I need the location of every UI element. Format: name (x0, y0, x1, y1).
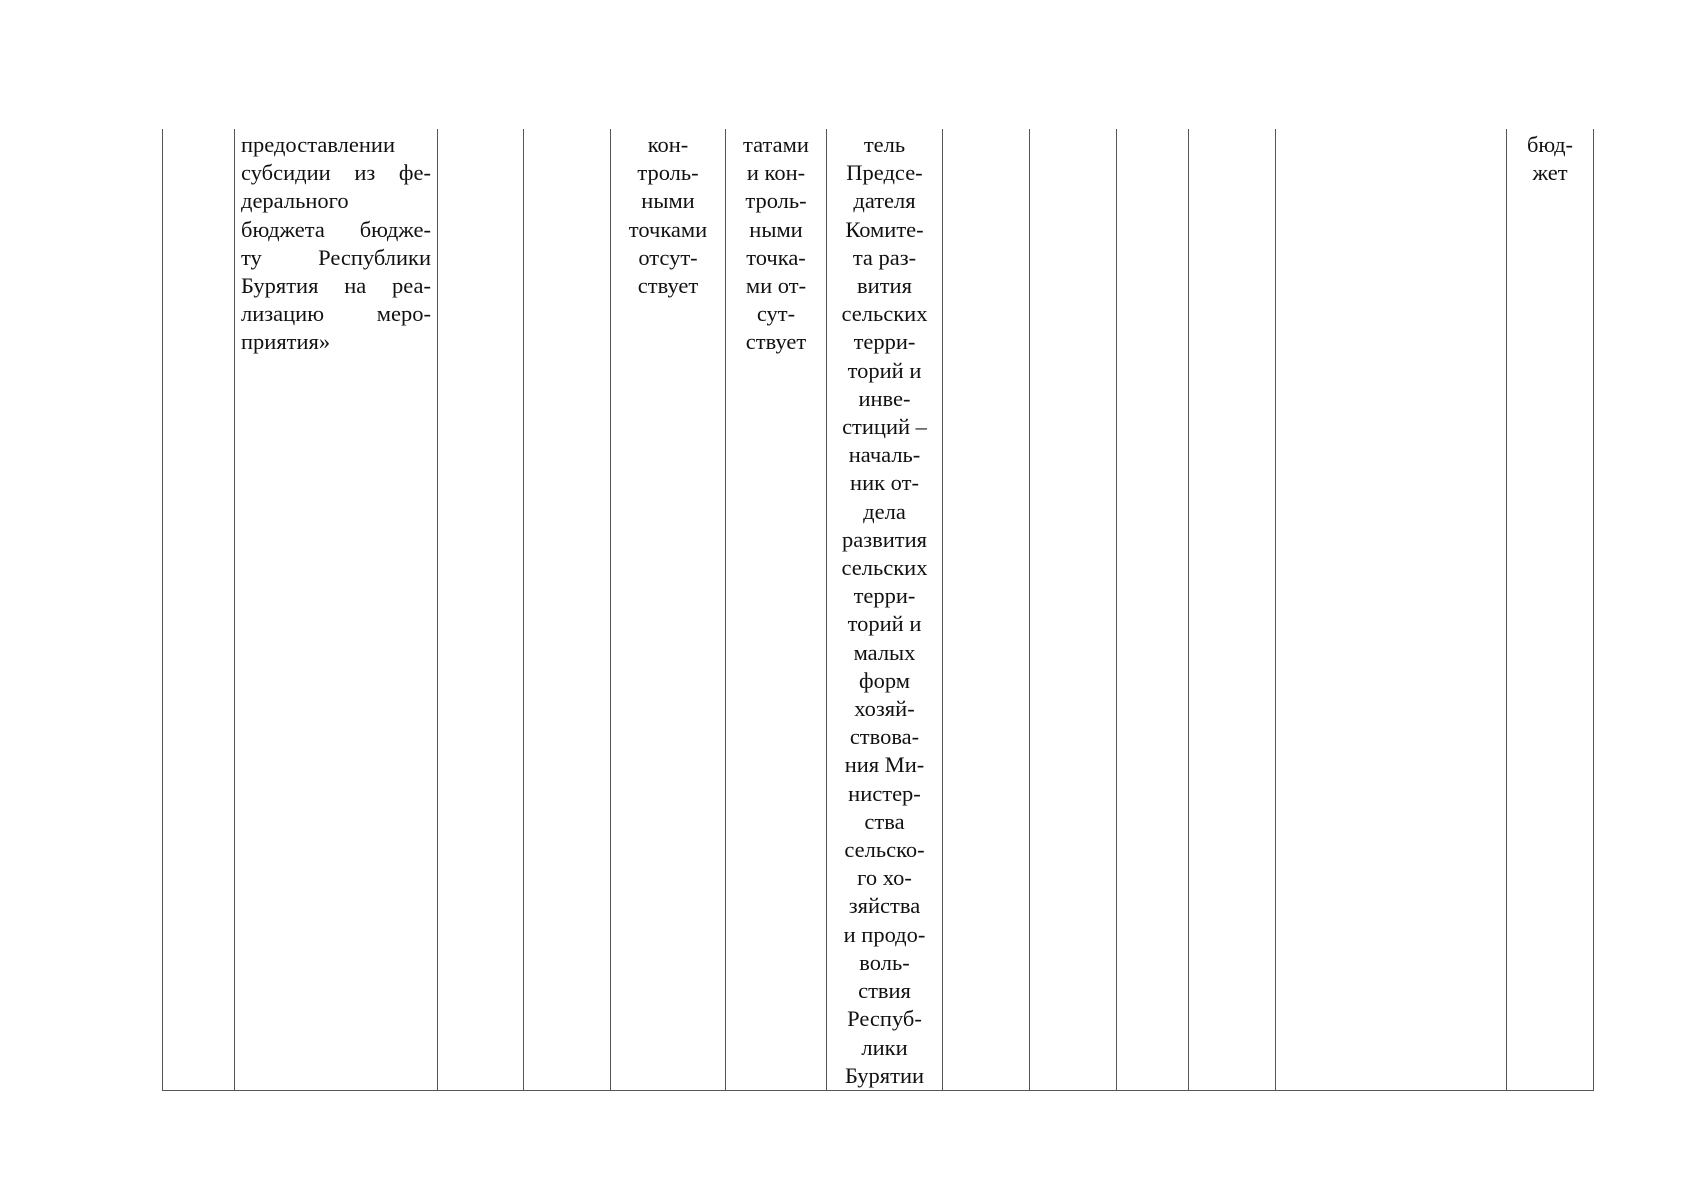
table-cell-11 (1189, 129, 1276, 1090)
table-cell-budget (1507, 129, 1594, 1090)
document-table (162, 129, 1594, 1091)
table-cell-responsible (827, 129, 943, 1090)
table-cell-3 (438, 129, 524, 1090)
table-cell-control-points (611, 129, 726, 1090)
description-line: бюджета бюдже- (241, 216, 431, 242)
table-cell-9 (1030, 129, 1117, 1090)
table-cell-4 (524, 129, 611, 1090)
table-cell-1 (163, 129, 235, 1090)
description-line: Бурятия на реа- (241, 273, 431, 299)
description-line: дерального (241, 188, 349, 214)
description-line: ту Республики (241, 244, 431, 270)
description-line: приятия» (241, 329, 331, 355)
table-cell-results-control-points (726, 129, 827, 1090)
results-control-points-text: татами и кон- троль- ными точка- ми от- сут- ствует (743, 132, 809, 355)
control-points-text: кон- троль- ными точками отсут- ствует (628, 132, 708, 299)
table-cell-8 (943, 129, 1030, 1090)
description-line: субсидии из фе- (241, 160, 431, 186)
responsible-text: тель Предсе- дателя Комите- та раз- вития сельских терри- торий и инве- стиций – началь- ник от- дела развития сельских терри- торий и малых форм хозяй- ствова- ния Ми- нистер- ства сельско- го хо- зяйства и продо- воль- ствия Респуб- лики Бурятии (841, 132, 928, 1088)
description-line: предоставлении (241, 132, 395, 157)
budget-text: бюд- жет (1526, 132, 1574, 186)
table-cell-description (235, 129, 438, 1090)
table-cell-10 (1117, 129, 1189, 1090)
table-row (163, 129, 1594, 1090)
table-cell-12 (1276, 129, 1507, 1090)
description-line: лизацию меро- (241, 301, 431, 327)
